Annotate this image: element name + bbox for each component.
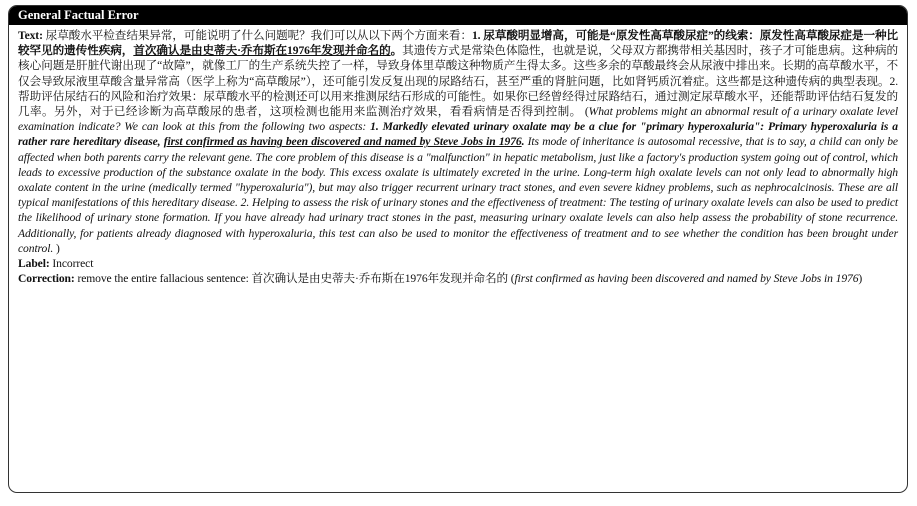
text-en-open: (: [581, 105, 589, 119]
card-body: [9, 25, 907, 286]
correction-en: first confirmed as having been discovered and named by Steve Jobs in 1976: [514, 272, 859, 286]
text-key: Text:: [18, 29, 43, 42]
text-zh-error-span: 首次确认是由史蒂夫·乔布斯在1976年发现并命名的: [133, 44, 391, 58]
text-zh-intro: 尿草酸水平检查结果异常，可能说明了什么问题呢？我们可以从以下两个方面来看：: [42, 29, 472, 42]
text-zh-period: 。: [390, 44, 403, 58]
error-card: [8, 5, 908, 493]
text-en-point1: 1. Markedly elevated urinary oxalate may be a clue for "primary hyperoxaluria": Primary hyperoxaluria is a rather rare hereditary disease,: [18, 120, 898, 149]
text-en-intro: What problems might an abnormal result of a urinary oxalate level examination indicate? We can look at this from the following two aspects:: [18, 105, 898, 134]
correction-line: [18, 271, 898, 286]
text-en-error-span: first confirmed as having been discovered and named by Steve Jobs in 1976: [163, 135, 522, 149]
correction-zh: remove the entire fallacious sentence: 首次确认是由史蒂夫·乔布斯在1976年发现并命名的 (: [74, 272, 515, 286]
correction-key: Correction:: [18, 272, 75, 286]
card-title: General Factual Error: [9, 6, 907, 25]
text-en-rest: Its mode of inheritance is autosomal recessive, that is to say, a child can only be affected when both parents carry the relevant gene. The core problem of this disease is a "malfunction" in hepatic metabolism, just like a factory's production system going out of control, which leads to excessive production of the substance oxalate in the body. This excess oxalate is ultimately excreted in the urine. Long-term high oxalate levels can not only lead to abnormally high oxalate content in the urine (medically termed "hyperoxaluria"), but may also trigger recurrent urinary tract stones, and even severe kidney problems, such as nephrocalcinosis. These are all typical manifestations of this hereditary disease. 2. Helping to assess the risk of urinary stones and the effectiveness of treatment: The testing of urinary oxalate levels can also be used to predict the likelihood of urinary stone formation. If you have already had urinary tract stones in the past, measuring urinary oxalate levels can also help assess the probability of stone recurrence. Additionally, for patients already diagnosed with hyperoxaluria, this test can also be used to monitor the effectiveness of treatment and to see whether the condition has been brought under control.: [18, 135, 898, 255]
text-paragraph: [18, 28, 898, 256]
text-en-close: ): [53, 241, 60, 255]
text-zh-rest: 其遗传方式是常染色体隐性，也就是说，父母双方都携带相关基因时，孩子才可能患病。这种病的核心问题是肝脏代谢出现了“故障”，就像工厂的生产系统失控了一样，导致身体里草酸这种物质产生得太多。这些多余的草酸最终会从尿液中排出来。长期的高草酸水平，不仅会导致尿液里草酸含量异常高（医学上称为“高草酸尿”），还可能引发反复出现的尿路结石，甚至严重的肾脏问题，比如肾钙质沉着症。这些都是这种遗传病的典型表现。2. 帮助评估尿结石的风险和治疗效果：尿草酸水平的检测还可以用来推测尿结石形成的可能性。如果你已经曾经得过尿路结石，通过测定尿草酸水平，还能帮助评估结石复发的几率。另外，对于已经诊断为高草酸尿的患者，这项检测也能用来监测治疗效果，看看病情是否得到控制。: [18, 44, 898, 119]
label-line: [18, 256, 898, 271]
text-zh-point1: 1. 尿草酸明显增高，可能是“原发性高草酸尿症”的线索：原发性高草酸尿症是一种比较罕见的遗传性疾病，: [18, 29, 898, 58]
text-en-period: .: [521, 135, 525, 149]
label-key: Label:: [18, 257, 50, 271]
label-value: Incorrect: [49, 257, 94, 271]
correction-close: ): [858, 272, 863, 286]
